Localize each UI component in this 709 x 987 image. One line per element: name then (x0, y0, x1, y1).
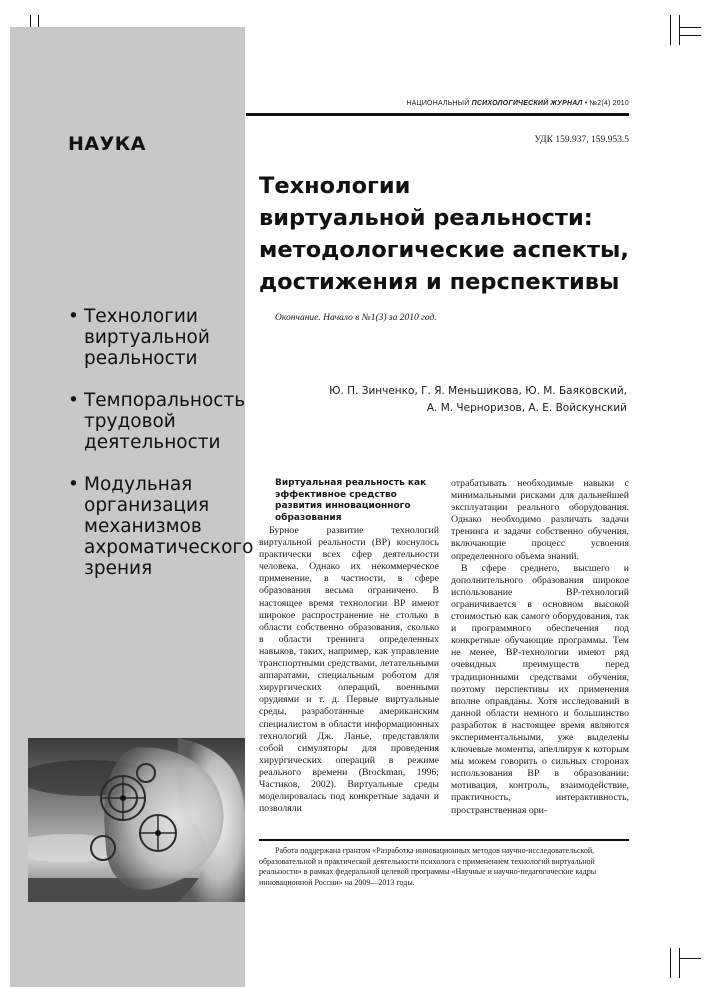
topic-label: Модульная организация механизмов ахроматического зрения (84, 474, 254, 579)
udk-code: УДК 159.937, 159.953.5 (534, 135, 629, 145)
article-title (259, 170, 639, 298)
illustration-image (28, 738, 245, 902)
title-line: достижения и перспективы (259, 269, 620, 295)
bullet-icon: • (68, 306, 79, 327)
title-line: Технологии (259, 173, 411, 199)
title-line: виртуальной реальности: (259, 205, 593, 231)
footnote (259, 846, 631, 888)
section-subheading: Виртуальная реальность как эффективное средство развития инновационного образования (275, 478, 427, 523)
paragraph: Бурное развитие технологий виртуальной реальности (ВР) коснулось практически всех сфер деятельности человека. Однако их некоммерческое применение, в частности, в сфере образования весьма ограничено. В настоящее время технологии ВР имеют широкое распространение не столько в области собственно образования, сколько в области тренинга определенных навыков, таких, например, как управление транспортными средствами, летательными аппаратами, специальным роботом для хирургических операций, военными орудиями и т. д. Первые виртуальные среды, разработанные американским специалистом в области информационных технологий Дж. Ланье, представляли собой симуляторы для проведения хирургических операций в режиме реального времени (Brockman, 1996; Частиков, 2002). Виртуальные среды моделировалась под конкретные задачи и позволяли (259, 525, 439, 815)
topic-item (68, 306, 248, 369)
journal-prefix: НАЦИОНАЛЬНЫЙ (406, 100, 470, 107)
topic-item (68, 474, 254, 579)
crop-mark (679, 948, 680, 978)
journal-name: ПСИХОЛОГИЧЕСКИЙ ЖУРНАЛ (471, 100, 583, 107)
topic-label: Технологии виртуальной реальности (84, 306, 210, 369)
footnote-text: Работа поддержана грантом «Разработка инновационных методов научно-исследовательской, образовательной и практической деятельности психолога с применением технологий виртуальной реальности» в рамках федеральной целевой программы «Научные и научно-педагогические кадры инновационной России» на 2009—2013 годы. (259, 846, 597, 887)
journal-header (406, 100, 629, 107)
authors (329, 383, 627, 417)
text-column-right (451, 478, 629, 817)
paragraph: отрабатывать необходимые навыки с минимальными рисками для дальнейшей эксплуатации реального оборудования. Однако необходимо различать задачи тренинга и задачи собственно обучения, включающие процесс усвоения определенного объема знаний. (451, 478, 629, 562)
footnote-divider (259, 839, 629, 841)
journal-issue: • №2(4) 2010 (584, 100, 629, 107)
title-line: методологические аспекты, (259, 237, 629, 263)
section-title: НАУКА (68, 133, 146, 155)
bullet-icon: • (68, 390, 79, 411)
crop-mark (679, 27, 701, 28)
text-column-left (259, 478, 439, 815)
crop-mark (670, 15, 671, 45)
crop-mark (679, 958, 701, 959)
crop-mark (679, 35, 701, 36)
bullet-icon: • (68, 474, 79, 495)
authors-line: Ю. П. Зинченко, Г. Я. Меньшикова, Ю. М. Баяковский, (329, 385, 627, 397)
clockwork-head-illustration (28, 738, 245, 902)
continuation-note: Окончание. Начало в №1(3) за 2010 год. (275, 313, 437, 323)
header-divider (246, 113, 629, 116)
topic-label: Темпоральность трудовой деятельности (84, 390, 246, 453)
crop-mark (670, 948, 671, 978)
topic-item (68, 390, 248, 453)
authors-line: А. М. Черноризов, А. Е. Войскунский (426, 402, 627, 414)
crop-mark (679, 15, 680, 45)
paragraph: В сфере среднего, высшего и дополнительного образования широкое использование ВР-технологий ограничивается в основном высокой стоимостью как самого оборудования, так и программного обеспечения под конкретные обучающие программы. Тем не менее, ВР-технологии имеют ряд очевидных преимуществ перед традиционными средствами обучения, поэтому перспективы их применения вполне оправданы. Хотя исследований в данной области немного и большинство разработок в настоящее время являются экспериментальными, уже выделены ключевые моменты, апеллируя к которым мы можем говорить о сильных сторонах использования ВР в образовании: мотивация, контроль, взаимодействие, практичность, интерактивность, пространственная ори- (451, 562, 629, 816)
